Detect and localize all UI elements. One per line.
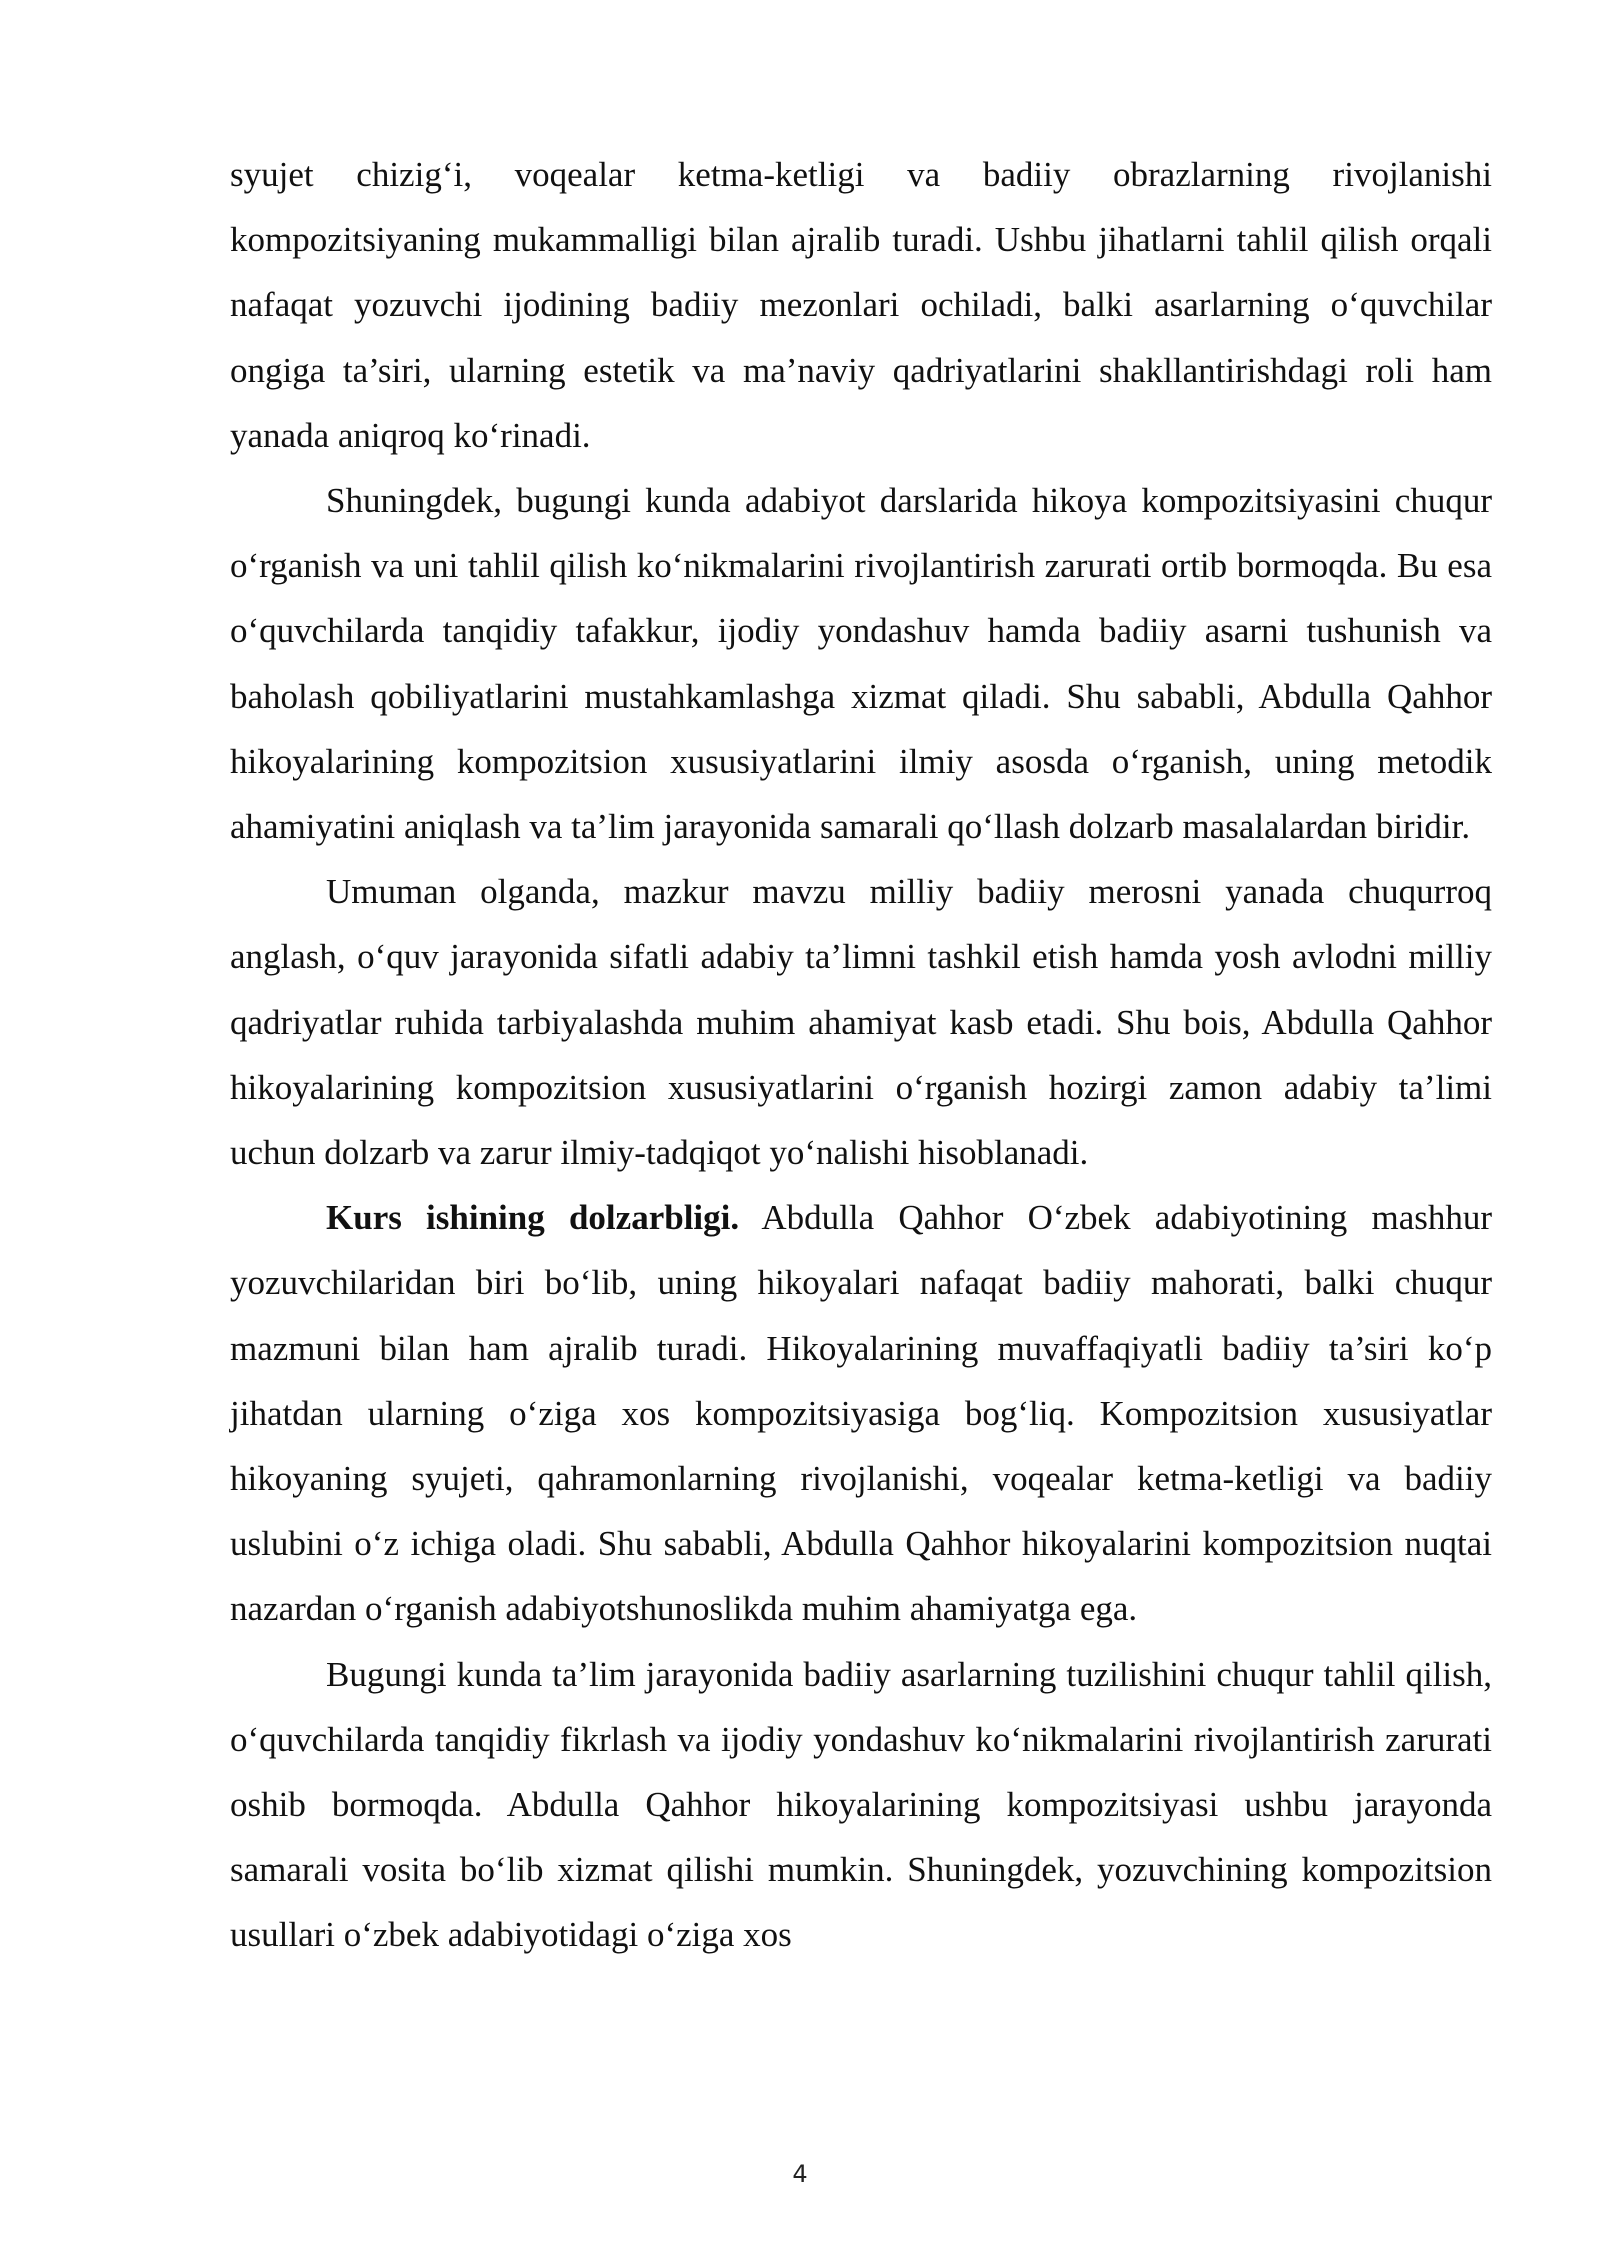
paragraph-national-heritage xyxy=(230,859,1492,1185)
paragraph-text: Shuningdek, bugungi kunda adabiyot darslarida hikoya kompozitsiyasini chuqur o‘rganish va uni tahlil qilish ko‘nikmalarini rivojlantirish zarurati ortib bormoqda. Bu esa o‘quvchilarda tanqidiy tafakkur, ijodiy yondashuv hamda badiiy asarni tushunish va baholash qobiliyatlarini mustahkamlashga xizmat qiladi. Shu sababli, Abdulla Qahhor hikoyalarining kompozitsion xususiyatlarini ilmiy asosda o‘rganish, uning metodik ahamiyatini aniqlash va ta’lim jarayonida samarali qo‘llash dolzarb masalalardan biridir. xyxy=(230,481,1492,847)
paragraph-relevance xyxy=(230,1185,1492,1641)
paragraph-text: Umuman olganda, mazkur mavzu milliy badiiy merosni yanada chuqurroq anglash, o‘quv jarayonida sifatli adabiy ta’limni tashkil etish hamda yosh avlodni milliy qadriyatlar ruhida tarbiyalashda muhim ahamiyat kasb etadi. Shu bois, Abdulla Qahhor hikoyalarining kompozitsion xususiyatlarini o‘rganish hozirgi zamon adabiy ta’limi uchun dolzarb va zarur ilmiy-tadqiqot yo‘nalishi hisoblanadi. xyxy=(230,872,1492,1173)
paragraph-literature-lessons xyxy=(230,468,1492,859)
paragraph-composition-intro xyxy=(230,142,1492,468)
document-body xyxy=(230,142,1492,1968)
paragraph-text: syujet chizig‘i, voqealar ketma-ketligi va badiiy obrazlarning rivojlanishi kompozitsiyaning mukammalligi bilan ajralib turadi. Ushbu jihatlarni tahlil qilish orqali nafaqat yozuvchi ijodining badiiy mezonlari ochiladi, balki asarlarning o‘quvchilar ongiga ta’siri, ularning estetik va ma’naviy qadriyatlarini shakllantirishdagi roli ham yanada aniqroq ko‘rinadi. xyxy=(230,155,1492,455)
paragraph-education-process xyxy=(230,1642,1492,1968)
relevance-heading: Kurs ishining dolzarbligi. xyxy=(326,1198,740,1238)
page-number: 4 xyxy=(792,2160,808,2188)
paragraph-text: Abdulla Qahhor O‘zbek adabiyotining mashhur yozuvchilaridan biri bo‘lib, uning hikoyalari nafaqat badiiy mahorati, balki chuqur mazmuni bilan ham ajralib turadi. Hikoyalarining muvaffaqiyatli badiiy ta’siri ko‘p jihatdan ularning o‘ziga xos kompozitsiyasiga bog‘liq. Kompozitsion xususiyatlar hikoyaning syujeti, qahramonlarning rivojlanishi, voqealar ketma-ketligi va badiiy uslubini o‘z ichiga oladi. Shu sababli, Abdulla Qahhor hikoyalarini kompozitsion nuqtai nazardan o‘rganish adabiyotshunoslikda muhim ahamiyatga ega. xyxy=(230,1198,1493,1629)
paragraph-text: Bugungi kunda ta’lim jarayonida badiiy asarlarning tuzilishini chuqur tahlil qilish, o‘quvchilarda tanqidiy fikrlash va ijodiy yondashuv ko‘nikmalarini rivojlantirish zarurati oshib bormoqda. Abdulla Qahhor hikoyalarining kompozitsiyasi ushbu jarayonda samarali vosita bo‘lib xizmat qilishi mumkin. Shuningdek, yozuvchining kompozitsion usullari o‘zbek adabiyotidagi o‘ziga xos xyxy=(230,1654,1492,1955)
